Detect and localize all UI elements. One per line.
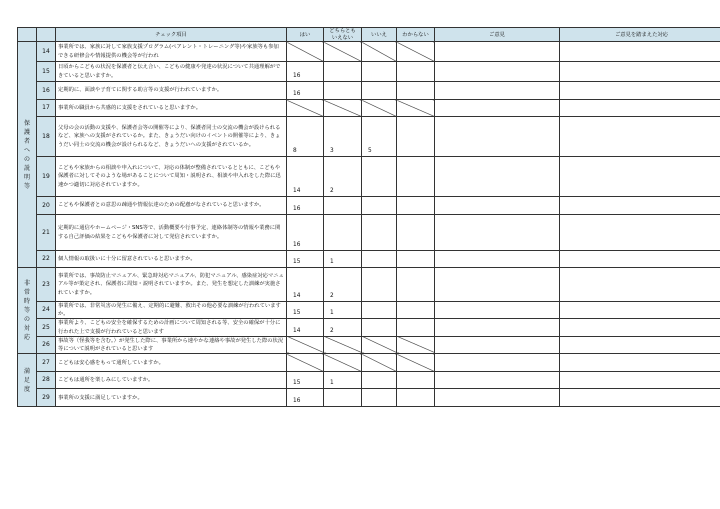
table-row	[18, 82, 720, 100]
header-no: いいえ	[362, 28, 397, 42]
response-cell	[560, 42, 720, 62]
answer-neither	[324, 215, 362, 251]
item-number: 21	[37, 215, 56, 251]
answer-no	[362, 42, 397, 62]
opinion-cell	[435, 336, 560, 353]
header-item: チェック項目	[56, 28, 287, 42]
header-number	[37, 28, 56, 42]
opinion-cell	[435, 42, 560, 62]
answer-no	[362, 197, 397, 215]
answer-no: 5	[362, 117, 397, 157]
answer-yes: 15	[287, 372, 324, 389]
answer-yes	[287, 42, 324, 62]
answer-neither: 1	[324, 251, 362, 268]
answer-neither	[324, 62, 362, 82]
response-cell	[560, 62, 720, 82]
answer-no	[362, 319, 397, 336]
response-cell	[560, 372, 720, 389]
answer-no	[362, 354, 397, 372]
answer-neither	[324, 389, 362, 407]
answer-no	[362, 268, 397, 302]
table-row	[18, 62, 720, 82]
answer-unknown	[397, 302, 435, 319]
answer-yes: 14	[287, 268, 324, 302]
table-row	[18, 251, 720, 268]
answer-yes: 16	[287, 197, 324, 215]
response-cell	[560, 389, 720, 407]
answer-neither	[324, 197, 362, 215]
answer-no	[362, 336, 397, 353]
answer-yes: 8	[287, 117, 324, 157]
response-cell	[560, 82, 720, 100]
answer-neither: 2	[324, 157, 362, 197]
item-number: 28	[37, 372, 56, 389]
answer-no	[362, 389, 397, 407]
answer-no	[362, 157, 397, 197]
opinion-cell	[435, 117, 560, 157]
response-cell	[560, 157, 720, 197]
opinion-cell	[435, 302, 560, 319]
item-text: 事業所では、家族に対して家族支援プログラム(ペアレント・トレーニング等)や家族等も参加できる研修会や情報提供の機会等が行われ	[56, 42, 287, 62]
table-body	[18, 42, 720, 407]
item-number: 25	[37, 319, 56, 336]
response-cell	[560, 251, 720, 268]
response-cell	[560, 117, 720, 157]
evaluation-table	[17, 27, 720, 407]
answer-yes: 16	[287, 62, 324, 82]
answer-unknown	[397, 42, 435, 62]
header-row	[18, 28, 720, 42]
response-cell	[560, 268, 720, 302]
answer-unknown	[397, 354, 435, 372]
item-number: 27	[37, 354, 56, 372]
item-number: 23	[37, 268, 56, 302]
opinion-cell	[435, 251, 560, 268]
table-row	[18, 336, 720, 353]
header-yes: はい	[287, 28, 324, 42]
table-row	[18, 197, 720, 215]
table-row	[18, 319, 720, 336]
response-cell	[560, 197, 720, 215]
answer-yes	[287, 336, 324, 353]
item-text: こどもや家族からの相談や申入れについて、対応の体制が整備されているとともに、こどもや保護者に対してそのような場があることについて周知・説明され、相談や申入れをした際に迅速かつ適切に対応されていますか。	[56, 157, 287, 197]
table-row	[18, 302, 720, 319]
header-unknown: わからない	[397, 28, 435, 42]
opinion-cell	[435, 82, 560, 100]
response-cell	[560, 302, 720, 319]
answer-no	[362, 62, 397, 82]
answer-unknown	[397, 62, 435, 82]
table-row	[18, 157, 720, 197]
opinion-cell	[435, 100, 560, 117]
opinion-cell	[435, 268, 560, 302]
opinion-cell	[435, 389, 560, 407]
opinion-cell	[435, 197, 560, 215]
table-row	[18, 354, 720, 372]
header-neither: どちらとも いえない	[324, 28, 362, 42]
header-response: ご意見を踏まえた対応	[560, 28, 720, 42]
response-cell	[560, 336, 720, 353]
answer-no	[362, 215, 397, 251]
answer-yes: 16	[287, 389, 324, 407]
answer-unknown	[397, 319, 435, 336]
answer-unknown	[397, 336, 435, 353]
answer-no	[362, 251, 397, 268]
response-cell	[560, 354, 720, 372]
answer-neither: 2	[324, 319, 362, 336]
item-number: 19	[37, 157, 56, 197]
answer-unknown	[397, 268, 435, 302]
answer-neither: 3	[324, 117, 362, 157]
item-number: 15	[37, 62, 56, 82]
item-number: 29	[37, 389, 56, 407]
answer-neither	[324, 336, 362, 353]
item-number: 26	[37, 336, 56, 353]
answer-unknown	[397, 100, 435, 117]
item-text: こどもは安心感をもって通所していますか。	[56, 354, 287, 372]
header-category	[18, 28, 37, 42]
response-cell	[560, 100, 720, 117]
table-row	[18, 117, 720, 157]
answer-unknown	[397, 117, 435, 157]
item-number: 22	[37, 251, 56, 268]
item-number: 16	[37, 82, 56, 100]
answer-yes: 15	[287, 302, 324, 319]
answer-no	[362, 372, 397, 389]
opinion-cell	[435, 215, 560, 251]
table-row	[18, 100, 720, 117]
answer-unknown	[397, 82, 435, 100]
opinion-cell	[435, 354, 560, 372]
answer-yes	[287, 100, 324, 117]
item-number: 14	[37, 42, 56, 62]
opinion-cell	[435, 62, 560, 82]
response-cell	[560, 215, 720, 251]
opinion-cell	[435, 157, 560, 197]
answer-neither	[324, 100, 362, 117]
answer-yes: 14	[287, 319, 324, 336]
answer-unknown	[397, 251, 435, 268]
answer-unknown	[397, 197, 435, 215]
answer-no	[362, 82, 397, 100]
table-row	[18, 372, 720, 389]
item-text: 事業所の職員から共感的に支援をされていると思いますか。	[56, 100, 287, 117]
answer-unknown	[397, 157, 435, 197]
answer-neither	[324, 82, 362, 100]
category-cell-support: 保 護 者 へ の 説 明 等	[18, 42, 37, 268]
answer-neither: 2	[324, 268, 362, 302]
opinion-cell	[435, 319, 560, 336]
answer-neither	[324, 354, 362, 372]
answer-yes: 14	[287, 157, 324, 197]
item-number: 17	[37, 100, 56, 117]
item-text: こどもは通所を楽しみにしていますか。	[56, 372, 287, 389]
answer-yes: 16	[287, 82, 324, 100]
item-number: 18	[37, 117, 56, 157]
opinion-cell	[435, 372, 560, 389]
header-opinion: ご意見	[435, 28, 560, 42]
item-text: 事故等（怪我等を含む。）が発生した際に、事業所から速やかな連絡や事故が発生した際の状況等について説明がされていると思います	[56, 336, 287, 353]
item-text: 事業所では、非常災害の発生に備え、定期的に避難、救出その他必要な訓練が行われていますか。	[56, 302, 287, 319]
item-text: 定期的に通信やホームページ・SNS等で、活動概要や行事予定、連絡体制等の情報や業務に関する自己評価の結果をこどもや保護者に対して発信されていますか。	[56, 215, 287, 251]
answer-unknown	[397, 389, 435, 407]
answer-neither	[324, 42, 362, 62]
item-text: こどもや保護者との意思の疎通や情報伝達のための配慮がなされていると思いますか。	[56, 197, 287, 215]
answer-no	[362, 302, 397, 319]
response-cell	[560, 319, 720, 336]
answer-unknown	[397, 372, 435, 389]
answer-unknown	[397, 215, 435, 251]
item-text: 個人情報の取扱いに十分に留意されていると思いますか。	[56, 251, 287, 268]
item-number: 20	[37, 197, 56, 215]
item-number: 24	[37, 302, 56, 319]
category-cell-satisfaction: 満 足 度	[18, 354, 37, 407]
answer-yes: 15	[287, 251, 324, 268]
answer-yes: 16	[287, 215, 324, 251]
item-text: 父母の会の活動の支援や、保護者会等の開催等により、保護者同士の交流の機会が設けられるなど、家族への支援がされているか。また、きょうだい向けのイベントの開催等により、きょうだい同士の交流の機会が設けられるなど、きょうだいへの支援がされているか。	[56, 117, 287, 157]
item-text: 定期的に、面談や子育てに関する助言等の支援が行われていますか。	[56, 82, 287, 100]
item-text: 事業所では、事故防止マニュアル、緊急時対応マニュアル、防犯マニュアル、感染症対応マニュアル等が策定され、保護者に周知・説明されていますか。また、発生を想定した訓練が実施されていますか。	[56, 268, 287, 302]
item-text: 事業所の支援に満足していますか。	[56, 389, 287, 407]
table-row	[18, 215, 720, 251]
answer-neither: 1	[324, 302, 362, 319]
answer-no	[362, 100, 397, 117]
item-text: 日頃からこどもの状況を保護者と伝え合い、こどもの健康や発達の状況について共通理解ができていると思いますか。	[56, 62, 287, 82]
table-row	[18, 389, 720, 407]
table-row	[18, 268, 720, 302]
item-text: 事業所より、こどもの安全を確保するための計画について周知される等、安全の確保が十分に行われた上で支援が行われていると思います	[56, 319, 287, 336]
answer-neither: 1	[324, 372, 362, 389]
evaluation-table-container	[17, 27, 720, 407]
table-row	[18, 42, 720, 62]
category-cell-emergency: 非 常 時 等 の 対 応	[18, 268, 37, 354]
answer-yes	[287, 354, 324, 372]
